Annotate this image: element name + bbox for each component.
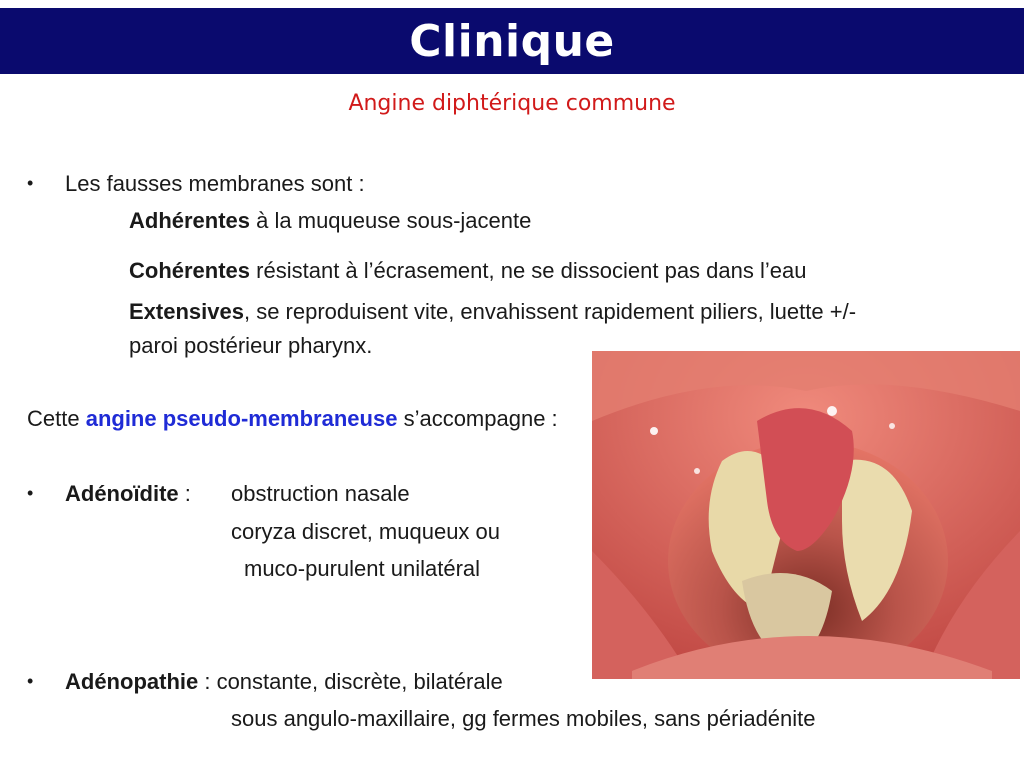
adenoidite-line-3: muco-purulent unilatéral	[244, 556, 481, 581]
coherentes-line: Cohérentes résistant à l’écrasement, ne se dissocient pas dans l’eau	[129, 258, 807, 283]
adenoidite-line-2: coryza discret, muqueux ou	[231, 519, 501, 544]
adenopathie-line-1: Adénopathie : constante, discrète, bilatérale	[65, 669, 503, 694]
bullet-marker: •	[27, 173, 34, 193]
adenoidite-line-1: obstruction nasale	[231, 481, 410, 506]
intro-sentence: Cette angine pseudo-membraneuse s’accompagne :	[27, 406, 558, 431]
adenoidite-label: Adénoïdite :	[65, 481, 191, 506]
slide-title: Clinique	[409, 16, 615, 67]
slide-subtitle: Angine diphtérique commune	[348, 91, 676, 116]
extensives-line: Extensives, se reproduisent vite, envahissent rapidement piliers, luette +/-	[129, 299, 857, 324]
bullet-marker: •	[27, 483, 34, 503]
extensives-line-2: paroi postérieur pharynx.	[129, 333, 373, 358]
throat-photo	[592, 351, 1020, 679]
throat-photo-illustration	[592, 351, 1020, 679]
membranes-intro: Les fausses membranes sont :	[65, 171, 365, 196]
adenopathie-line-2: sous angulo-maxillaire, gg fermes mobiles, sans périadénite	[231, 706, 816, 731]
adherentes-line: Adhérentes à la muqueuse sous-jacente	[129, 208, 532, 233]
title-bar	[0, 8, 1024, 74]
bullet-marker: •	[27, 671, 34, 691]
